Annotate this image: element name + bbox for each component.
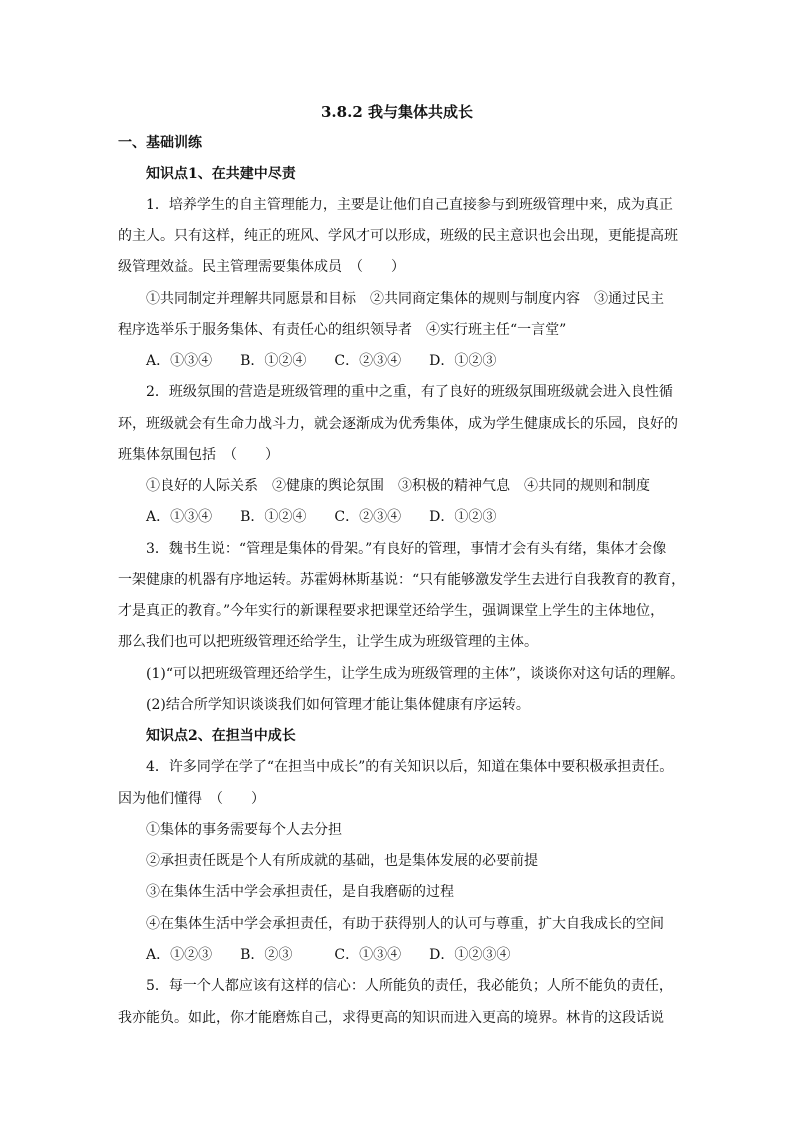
question-4-line-2: 因为他们懂得 （ ）: [118, 791, 265, 807]
document-title: 3.8.2 我与集体共成长: [321, 103, 473, 121]
question-3-line-4: 那么我们也可以把班级管理还给学生，让学生成为班级管理的主体。: [118, 634, 538, 650]
question-2-line-3: 班集体氛围包括 （ ）: [118, 447, 279, 463]
question-4-options: A．①②③ B．②③ C．①③④ D．①②③④: [146, 947, 511, 963]
question-1-line-2: 的主人。只有这样，纯正的班风、学风才可以形成，班级的民主意识也会出现，更能提高班: [118, 228, 678, 244]
question-2-line-2: 环，班级就会有生命力战斗力，就会逐渐成为优秀集体，成为学生健康成长的乐园，良好的: [118, 416, 678, 432]
question-3-part-1: (1)“可以把班级管理还给学生，让学生成为班级管理的主体”，谈谈你对这句话的理解。: [146, 666, 685, 682]
question-3-line-2: 一架健康的机器有序地运转。苏霍姆林斯基说：“只有能够激发学生去进行自我教育的教育，: [118, 572, 686, 588]
question-1-statements-line-1: ①共同制定并理解共同愿景和目标 ②共同商定集体的规则与制度内容 ③通过民主: [146, 291, 664, 307]
knowledge-point-heading: 知识点1、在共建中尽责: [146, 166, 296, 182]
question-4-line-1: 4．许多同学在学了“在担当中成长”的有关知识以后，知道在集体中要积极承担责任。: [146, 759, 674, 775]
question-2-statements: ①良好的人际关系 ②健康的舆论氛围 ③积极的精神气息 ④共同的规则和制度: [146, 478, 650, 494]
question-5-line-1: 5．每一个人都应该有这样的信心：人所能负的责任，我必能负；人所不能负的责任，: [146, 978, 673, 994]
question-1-line-3: 级管理效益。民主管理需要集体成员 （ ）: [118, 259, 405, 275]
question-2-line-1: 2．班级氛围的营造是班级管理的重中之重，有了良好的班级氛围班级就会进入良性循: [146, 384, 673, 400]
question-5-line-2: 我亦能负。如此，你才能磨炼自己，求得更高的知识而进入更高的境界。林肯的这段话说: [118, 1010, 664, 1026]
question-4-statement-2: ②承担责任既是个人有所成就的基础，也是集体发展的必要前提: [146, 853, 538, 869]
question-3-part-2: (2)结合所学知识谈谈我们如何管理才能让集体健康有序运转。: [146, 697, 530, 713]
section-heading: 一、基础训练: [118, 135, 202, 151]
question-2-options: A．①③④ B．①②④ C．②③④ D．①②③: [146, 509, 497, 525]
question-4-statement-4: ④在集体生活中学会承担责任，有助于获得别人的认可与尊重，扩大自我成长的空间: [146, 916, 664, 932]
question-1-options: A．①③④ B．①②④ C．②③④ D．①②③: [146, 353, 497, 369]
question-1-statements-line-2: 程序选举乐于服务集体、有责任心的组织领导者 ④实行班主任“一言堂”: [118, 322, 567, 338]
question-3-line-3: 才是真正的教育。”今年实行的新课程要求把课堂还给学生，强调课堂上学生的主体地位，: [118, 603, 665, 619]
question-4-statement-1: ①集体的事务需要每个人去分担: [146, 822, 342, 838]
question-1-line-1: 1．培养学生的自主管理能力，主要是让他们自己直接参与到班级管理中来，成为真正: [146, 197, 673, 213]
knowledge-point-heading: 知识点2、在担当中成长: [146, 728, 296, 744]
question-3-line-1: 3．魏书生说：“管理是集体的骨架。”有良好的管理，事情才会有头有绪，集体才会像: [146, 541, 667, 557]
question-4-statement-3: ③在集体生活中学会承担责任，是自我磨砺的过程: [146, 884, 454, 900]
